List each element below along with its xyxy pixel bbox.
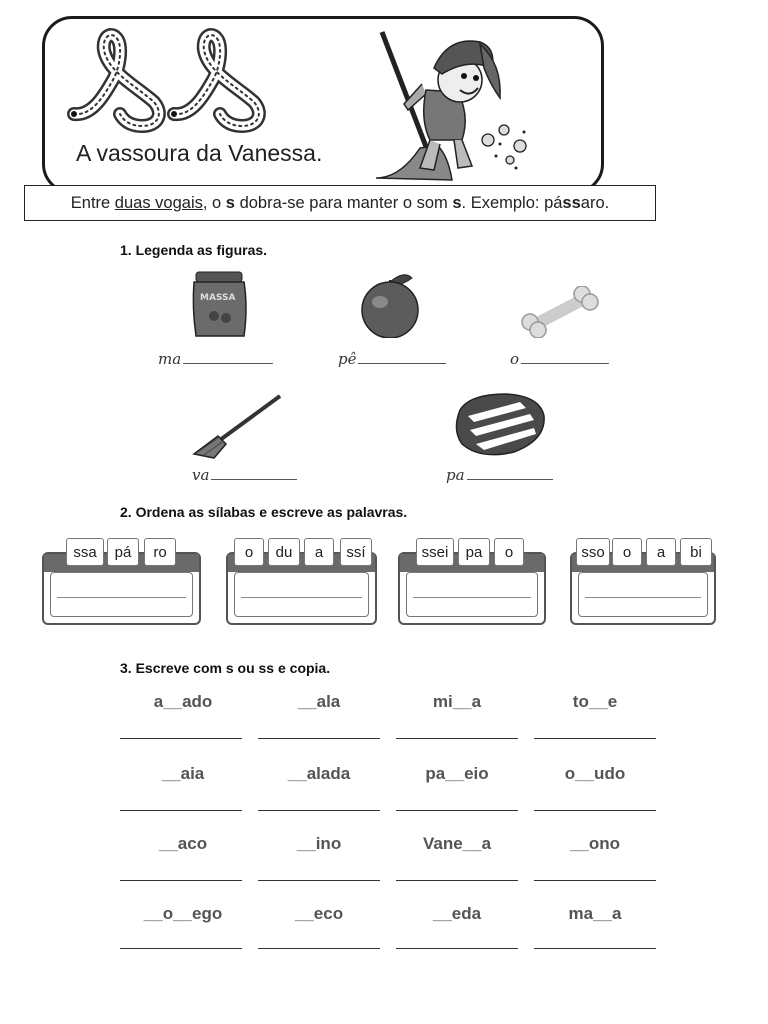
syllable-chip: bi (680, 538, 712, 566)
jar-label: MASSA (200, 293, 236, 303)
girl-sweeping-illustration-icon (360, 28, 540, 188)
answer-line[interactable] (57, 597, 186, 598)
copy-line[interactable] (396, 880, 518, 881)
syllable-chip: pa (458, 538, 490, 566)
cursive-ss-tracing-icon (62, 26, 292, 136)
syllable-card-1 (42, 543, 201, 625)
exercise-2-heading: 2. Ordena as sílabas e escreve as palavras. (120, 504, 408, 520)
fill-word: __ino (296, 834, 342, 853)
syllable-chip: o (612, 538, 642, 566)
syllable-chip: a (646, 538, 676, 566)
fill-word: o__udo (564, 764, 626, 783)
fill-word: __eda (432, 904, 482, 923)
fill-word: __o__ego (143, 904, 223, 923)
copy-line[interactable] (120, 810, 242, 811)
exercise-1-heading: 1. Legenda as figuras. (120, 242, 268, 258)
caption-osso: o (510, 350, 609, 368)
answer-line[interactable] (183, 362, 273, 364)
fill-word: ma__a (568, 904, 622, 923)
fill-word: __alada (287, 764, 351, 783)
syllable-chip: o (494, 538, 524, 566)
copy-line[interactable] (396, 810, 518, 811)
fill-word: __aco (158, 834, 208, 853)
fill-word: to__e (572, 692, 618, 711)
syllable-chip: ssa (66, 538, 104, 566)
copy-line[interactable] (534, 738, 656, 739)
copy-line[interactable] (120, 880, 242, 881)
fill-word: __ono (569, 834, 621, 853)
syllable-chip: ssei (416, 538, 454, 566)
fill-word: a__ado (153, 692, 213, 711)
exercise-3-heading: 3. Escreve com s ou ss e copia. (120, 660, 331, 676)
copy-line[interactable] (534, 810, 656, 811)
caption-passadeira: pa (446, 466, 553, 484)
syllable-chip: o (234, 538, 264, 566)
syllable-card-2 (226, 543, 377, 625)
syllable-chip: pá (107, 538, 139, 566)
answer-line[interactable] (211, 478, 297, 480)
copy-line[interactable] (258, 880, 380, 881)
page-title: A vassoura da Vanessa. (76, 140, 323, 166)
answer-line[interactable] (241, 597, 362, 598)
bone-icon (520, 286, 600, 338)
copy-line[interactable] (534, 948, 656, 949)
copy-line[interactable] (396, 948, 518, 949)
syllable-chip: ro (144, 538, 176, 566)
fill-word: Vane__a (422, 834, 492, 853)
copy-line[interactable] (396, 738, 518, 739)
copy-line[interactable] (120, 948, 242, 949)
rule-text: Entre duas vogais, o s dobra-se para manter o som s. Exemplo: pássaro. (70, 193, 610, 212)
broom-icon (188, 392, 288, 462)
fill-word: __aia (161, 764, 205, 783)
answer-line[interactable] (467, 478, 553, 480)
answer-line[interactable] (521, 362, 609, 364)
answer-line[interactable] (585, 597, 701, 598)
massa-jar-icon (190, 268, 250, 342)
caption-massa: ma (158, 350, 273, 368)
copy-line[interactable] (534, 880, 656, 881)
fill-word: mi__a (432, 692, 482, 711)
caption-vassoura: va (192, 466, 297, 484)
syllable-chip: ssí (340, 538, 372, 566)
fill-word: __eco (294, 904, 344, 923)
fill-word: __ala (297, 692, 341, 711)
passadeira-icon (450, 390, 550, 460)
fill-word: pa__eio (425, 764, 489, 783)
syllable-chip: du (268, 538, 300, 566)
syllable-chip: a (304, 538, 334, 566)
rule-box (24, 185, 656, 221)
answer-line[interactable] (413, 597, 531, 598)
syllable-card-3 (398, 543, 546, 625)
copy-line[interactable] (258, 948, 380, 949)
peach-icon (358, 268, 428, 338)
syllable-card-4 (570, 543, 716, 625)
copy-line[interactable] (258, 810, 380, 811)
syllable-chip: sso (576, 538, 610, 566)
copy-line[interactable] (258, 738, 380, 739)
caption-pessego: pê (338, 350, 446, 368)
copy-line[interactable] (120, 738, 242, 739)
answer-line[interactable] (358, 362, 446, 364)
